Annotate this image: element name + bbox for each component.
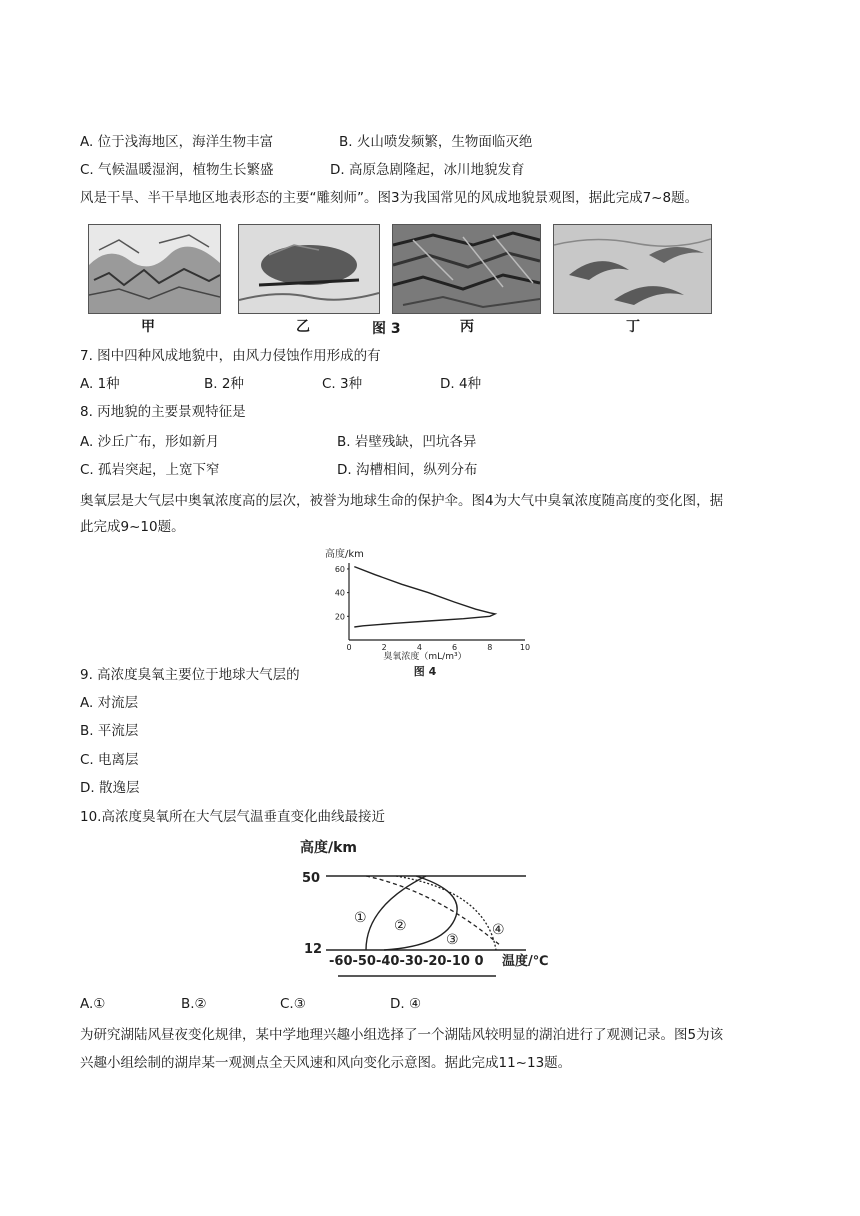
curve-label-3: ③ bbox=[446, 932, 459, 948]
curve-3 bbox=[366, 876, 501, 946]
q7-option-b: B. 2种 bbox=[204, 376, 244, 392]
fig4-ylabel: 高度/km bbox=[325, 549, 364, 560]
photo-bing bbox=[392, 224, 541, 314]
fig3-label-bing: 丙 bbox=[460, 319, 474, 335]
photo-jia bbox=[88, 224, 221, 314]
fig4-xtick-5: 10 bbox=[519, 643, 531, 652]
photo-yi bbox=[238, 224, 380, 314]
q6-option-d: D. 高原急剧隆起，冰川地貌发育 bbox=[330, 162, 525, 178]
temp-fig-xticks: -60-50-40-30-20-10 0 bbox=[329, 954, 484, 969]
curve-label-1: ① bbox=[354, 910, 367, 926]
q9-option-b: B. 平流层 bbox=[80, 723, 139, 739]
q10-option-c: C.③ bbox=[280, 996, 306, 1012]
fig4-xtick-0: 0 bbox=[346, 643, 352, 652]
q7-stem: 7. 图中四种风成地貌中，由风力侵蚀作用形成的有 bbox=[80, 348, 381, 364]
fig4-ytick-0: 60 bbox=[334, 564, 345, 574]
fig3-label-jia: 甲 bbox=[141, 319, 155, 335]
photo-ding bbox=[553, 224, 712, 314]
q8-option-c: C. 孤岩突起，上宽下窄 bbox=[80, 462, 220, 478]
q9-option-a: A. 对流层 bbox=[80, 695, 139, 711]
q8-option-a: A. 沙丘广布，形如新月 bbox=[80, 434, 220, 450]
temperature-figure bbox=[296, 836, 576, 981]
curve-label-2: ② bbox=[394, 918, 407, 934]
fig4-xlabel: 臭氧浓度（mL/m³） bbox=[383, 652, 467, 662]
q8-option-d: D. 沟槽相间，纵列分布 bbox=[337, 462, 478, 478]
q10-option-b: B.② bbox=[181, 996, 207, 1012]
q8-stem: 8. 丙地貌的主要景观特征是 bbox=[80, 404, 246, 420]
q9-option-c: C. 电离层 bbox=[80, 752, 139, 768]
fig3-label-ding: 丁 bbox=[626, 319, 640, 335]
q6-option-a: A. 位于浅海地区，海洋生物丰富 bbox=[80, 134, 274, 150]
q7-option-c: C. 3种 bbox=[322, 376, 363, 392]
temp-fig-y-top: 50 bbox=[302, 871, 321, 886]
q9-stem: 9. 高浓度臭氧主要位于地球大气层的 bbox=[80, 667, 300, 683]
temp-fig-ylabel: 高度/km bbox=[300, 840, 358, 856]
fig3-label-yi: 乙 bbox=[296, 319, 310, 335]
intro-11-13-line1: 为研究湖陆风昼夜变化规律，某中学地理兴趣小组选择了一个湖陆风较明显的湖泊进行了观测记录。图5为该 bbox=[80, 1027, 724, 1043]
intro-9-10-line1: 奥氧层是大气层中奥氧浓度高的层次，被誉为地球生命的保护伞。图4为大气中臭氧浓度随高度的变化图，据 bbox=[80, 493, 724, 509]
temp-fig-xlabel: 温度/℃ bbox=[502, 954, 549, 969]
q10-option-a: A.① bbox=[80, 996, 106, 1012]
curve-label-4: ④ bbox=[492, 922, 505, 938]
q10-option-d: D. ④ bbox=[390, 996, 422, 1012]
q6-option-c: C. 气候温暖湿润，植物生长繁盛 bbox=[80, 162, 274, 178]
ozone-curve-series bbox=[354, 567, 495, 627]
fig4-xtick-1: 2 bbox=[381, 643, 387, 652]
fig4-xtick-3: 6 bbox=[452, 643, 458, 652]
q7-option-d: D. 4种 bbox=[440, 376, 482, 392]
temp-fig-y-bottom: 12 bbox=[304, 942, 323, 957]
q6-option-b: B. 火山喷发频繁，生物面临灭绝 bbox=[339, 134, 533, 150]
q7-option-a: A. 1种 bbox=[80, 376, 120, 392]
intro-9-10-line2: 此完成9~10题。 bbox=[80, 519, 185, 535]
q10-stem: 10.高浓度臭氧所在大气层气温垂直变化曲线最接近 bbox=[80, 809, 385, 825]
fig4-caption: 图 4 bbox=[413, 665, 437, 678]
fig4-xtick-4: 8 bbox=[487, 643, 493, 652]
fig4-ytick-1: 40 bbox=[334, 588, 345, 598]
fig4-xtick-2: 4 bbox=[416, 643, 422, 652]
intro-11-13-line2: 兴趣小组绘制的湖岸某一观测点全天风速和风向变化示意图。据此完成11~13题。 bbox=[80, 1055, 572, 1071]
curve-1 bbox=[366, 876, 426, 950]
fig3-caption: 图 3 bbox=[372, 321, 401, 337]
q9-option-d: D. 散逸层 bbox=[80, 780, 140, 796]
fig4-ytick-2: 20 bbox=[334, 612, 345, 622]
ozone-chart bbox=[315, 545, 545, 680]
q8-option-b: B. 岩壁残缺，凹坑各异 bbox=[337, 434, 477, 450]
intro-7-8: 风是干旱、半干旱地区地表形态的主要“雕刻师”。图3为我国常见的风成地貌景观图，据此完成7~8题。 bbox=[80, 190, 699, 206]
